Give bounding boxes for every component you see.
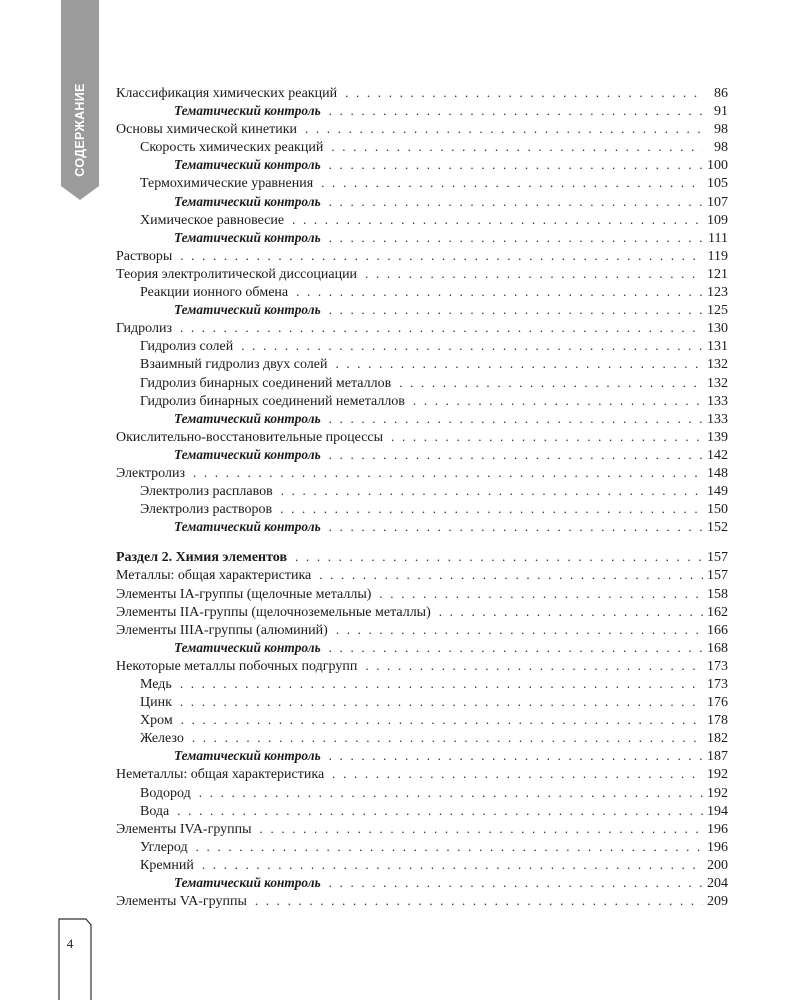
toc-entry[interactable] [116, 657, 728, 675]
toc-entry-page: 173 [707, 658, 728, 674]
toc-entry[interactable] [116, 548, 728, 566]
toc-entry[interactable] [116, 639, 728, 657]
toc-entry-title: Вода [140, 803, 170, 819]
toc-dot-leader [391, 428, 703, 446]
toc-entry[interactable] [116, 211, 728, 229]
toc-dot-leader [292, 211, 703, 229]
toc-entry-title: Тематический контроль [174, 446, 321, 462]
toc-dot-leader [329, 229, 703, 247]
toc-entry-page: 132 [707, 375, 728, 391]
toc-dot-leader [329, 747, 703, 765]
toc-dot-leader [329, 410, 703, 428]
toc-dot-leader [196, 838, 703, 856]
toc-entry-title: Элементы IIA-группы (щелочноземельные металлы) [116, 604, 431, 620]
toc-dot-leader [329, 446, 703, 464]
toc-entry[interactable] [116, 518, 728, 536]
toc-entry-title: Электролиз расплавов [140, 484, 273, 500]
toc-entry-title: Взаимный гидролиз двух солей [140, 357, 328, 373]
toc-entry-page: 139 [707, 429, 728, 445]
toc-entry-title: Тематический контроль [174, 157, 321, 173]
toc-dot-leader [413, 392, 703, 410]
toc-entry-title: Кремний [140, 857, 194, 873]
toc-entry-page: 196 [707, 821, 728, 837]
toc-dot-leader [332, 765, 703, 783]
toc-entry-page: 121 [707, 266, 728, 282]
toc-entry-page: 209 [707, 894, 728, 910]
toc-entry-title: Тематический контроль [174, 639, 321, 655]
toc-entry-title: Реакции ионного обмена [140, 285, 289, 301]
toc-dot-leader [260, 820, 703, 838]
toc-entry-title: Термохимические уравнения [140, 176, 314, 192]
toc-entry[interactable] [116, 784, 728, 802]
table-of-contents [116, 84, 728, 910]
toc-entry[interactable] [116, 392, 728, 410]
toc-entry[interactable] [116, 802, 728, 820]
toc-entry-title: Медь [140, 677, 172, 692]
toc-entry-page: 98 [714, 140, 728, 156]
toc-entry[interactable] [116, 446, 728, 464]
toc-dot-leader [280, 500, 703, 518]
toc-entry-title: Некоторые металлы побочных подгрупп [116, 658, 358, 674]
toc-entry[interactable] [116, 283, 728, 301]
toc-entry[interactable] [116, 585, 728, 603]
toc-entry-page: 196 [707, 839, 728, 855]
toc-entry-title: Тематический контроль [174, 748, 321, 764]
toc-dot-leader [180, 247, 703, 265]
toc-dot-leader [329, 518, 703, 536]
toc-entry-title: Гидролиз солей [140, 339, 234, 355]
toc-entry-page: 142 [707, 447, 728, 463]
toc-entry-title: Основы химической кинетики [116, 122, 297, 138]
toc-entry-page: 204 [707, 876, 728, 892]
toc-entry-title: Растворы [116, 248, 173, 264]
toc-entry[interactable] [116, 747, 728, 765]
toc-entry[interactable] [116, 693, 728, 711]
toc-dot-leader [199, 784, 703, 802]
toc-entry-page: 168 [707, 640, 728, 656]
toc-dot-leader [296, 283, 703, 301]
page-number: 4 [66, 936, 74, 951]
toc-entry-page: 150 [707, 502, 728, 518]
toc-entry-page: 86 [714, 86, 728, 101]
toc-entry-page: 123 [707, 285, 728, 301]
toc-entry-page: 119 [707, 248, 728, 264]
toc-dot-leader [345, 84, 703, 102]
toc-entry-title: Электролиз [116, 465, 185, 481]
toc-entry[interactable] [116, 729, 728, 747]
toc-entry[interactable] [116, 856, 728, 874]
toc-dot-leader [439, 603, 703, 621]
toc-entry-page: 158 [707, 586, 728, 602]
toc-entry-title: Классификация химических реакций [116, 86, 338, 101]
toc-dot-leader [399, 374, 703, 392]
toc-entry-title: Элементы IVA-группы [116, 821, 252, 837]
toc-entry-page: 107 [707, 194, 728, 210]
page-number-box [58, 918, 92, 1000]
toc-entry-title: Тематический контроль [174, 875, 321, 891]
toc-entry-page: 173 [707, 677, 728, 692]
toc-entry-title: Элементы VA-группы [116, 894, 247, 910]
toc-dot-leader [335, 355, 703, 373]
toc-dot-leader [180, 675, 703, 693]
toc-entry-title: Электролиз растворов [140, 502, 273, 518]
toc-entry[interactable] [116, 120, 728, 138]
toc-entry[interactable] [116, 337, 728, 355]
toc-dot-leader [329, 102, 703, 120]
toc-entry-title: Тематический контроль [174, 410, 321, 426]
side-tab-label: СОДЕРЖАНИЕ [73, 83, 87, 177]
toc-entry[interactable] [116, 174, 728, 192]
toc-entry[interactable] [116, 765, 728, 783]
toc-entry[interactable] [116, 301, 728, 319]
toc-dot-leader [329, 874, 703, 892]
toc-entry-title: Хром [140, 713, 173, 729]
toc-entry[interactable] [116, 838, 728, 856]
toc-entry-page: 157 [707, 550, 728, 566]
toc-entry-page: 166 [707, 622, 728, 638]
toc-entry[interactable] [116, 874, 728, 892]
toc-entry[interactable] [116, 675, 728, 693]
toc-dot-leader [329, 193, 703, 211]
toc-dot-leader [329, 156, 703, 174]
toc-entry-page: 125 [707, 303, 728, 319]
toc-dot-leader [319, 566, 703, 584]
toc-entry[interactable] [116, 482, 728, 500]
toc-entry-title: Железо [140, 731, 184, 747]
toc-entry-title: Элементы IA-группы (щелочные металлы) [116, 586, 372, 602]
toc-dot-leader [192, 729, 703, 747]
toc-dot-leader [379, 585, 703, 603]
toc-entry-title: Гидролиз [116, 321, 172, 337]
toc-dot-leader [305, 120, 703, 138]
toc-entry-page: 162 [707, 604, 728, 620]
toc-entry-title: Гидролиз бинарных соединений неметаллов [140, 393, 405, 409]
toc-entry[interactable] [116, 711, 728, 729]
toc-entry-page: 109 [707, 212, 728, 228]
toc-dot-leader [331, 138, 703, 156]
toc-dot-leader [329, 639, 703, 657]
toc-entry-page: 194 [707, 803, 728, 819]
toc-entry[interactable] [116, 464, 728, 482]
toc-entry-page: 192 [707, 767, 728, 783]
toc-entry-title: Тематический контроль [174, 193, 321, 209]
toc-entry[interactable] [116, 193, 728, 211]
toc-dot-leader [321, 174, 703, 192]
toc-dot-leader [365, 265, 703, 283]
toc-entry-page: 148 [707, 465, 728, 481]
toc-entry-page: 187 [707, 749, 728, 765]
section-gap [116, 536, 728, 548]
toc-entry[interactable] [116, 102, 728, 120]
toc-dot-leader [177, 802, 703, 820]
toc-entry[interactable] [116, 84, 728, 102]
toc-entry-page: 192 [707, 785, 728, 801]
toc-entry-page: 176 [707, 695, 728, 711]
toc-entry-title: Тематический контроль [174, 103, 321, 119]
toc-entry-title: Химическое равновесие [140, 212, 285, 228]
toc-entry-page: 132 [707, 357, 728, 373]
toc-dot-leader [180, 319, 703, 337]
toc-dot-leader [295, 548, 703, 566]
toc-dot-leader [193, 464, 703, 482]
toc-entry[interactable] [116, 229, 728, 247]
toc-entry-title: Металлы: общая характеристика [116, 568, 312, 584]
toc-entry-title: Окислительно-восстановительные процессы [116, 429, 384, 445]
toc-entry-title: Тематический контроль [174, 519, 321, 535]
toc-entry-page: 131 [707, 339, 728, 355]
toc-entry-page: 111 [708, 230, 728, 246]
toc-entry-title: Тематический контроль [174, 302, 321, 318]
toc-entry[interactable] [116, 355, 728, 373]
toc-entry[interactable] [116, 410, 728, 428]
toc-entry[interactable] [116, 820, 728, 838]
toc-entry[interactable] [116, 374, 728, 392]
toc-entry-page: 105 [707, 176, 728, 192]
toc-entry[interactable] [116, 500, 728, 518]
toc-entry[interactable] [116, 428, 728, 446]
toc-dot-leader [365, 657, 703, 675]
toc-dot-leader [180, 693, 703, 711]
toc-entry-title: Углерод [140, 839, 188, 855]
toc-entry-page: 157 [707, 568, 728, 584]
toc-entry-page: 149 [707, 484, 728, 500]
toc-dot-leader [329, 301, 703, 319]
toc-entry-page: 182 [707, 731, 728, 747]
toc-entry-title: Элементы IIIA-группы (алюминий) [116, 622, 328, 638]
toc-entry-page: 130 [707, 321, 728, 337]
toc-entry[interactable] [116, 156, 728, 174]
toc-entry-title: Водород [140, 785, 191, 801]
toc-entry[interactable] [116, 247, 728, 265]
toc-entry-page: 91 [714, 104, 728, 120]
toc-entry-title: Неметаллы: общая характеристика [116, 767, 325, 783]
toc-dot-leader [181, 711, 703, 729]
toc-entry[interactable] [116, 603, 728, 621]
toc-dot-leader [281, 482, 703, 500]
toc-entry-page: 152 [707, 520, 728, 536]
toc-entry-title: Скорость химических реакций [140, 140, 324, 156]
toc-entry[interactable] [116, 138, 728, 156]
toc-entry[interactable] [116, 566, 728, 584]
toc-entry-page: 200 [707, 857, 728, 873]
toc-entry-page: 100 [707, 158, 728, 174]
toc-entry-page: 133 [707, 411, 728, 427]
toc-entry-title: Цинк [140, 695, 172, 711]
toc-dot-leader [202, 856, 703, 874]
toc-entry-page: 133 [707, 393, 728, 409]
toc-entry-title: Раздел 2. Химия элементов [116, 550, 288, 566]
toc-entry-page: 178 [707, 713, 728, 729]
toc-entry-title: Теория электролитической диссоциации [116, 266, 358, 282]
page-number-frame [58, 918, 92, 1000]
toc-entry[interactable] [116, 621, 728, 639]
toc-entry[interactable] [116, 319, 728, 337]
toc-entry-title: Гидролиз бинарных соединений металлов [140, 375, 392, 391]
toc-entry-title: Тематический контроль [174, 229, 321, 245]
toc-entry[interactable] [116, 265, 728, 283]
toc-dot-leader [255, 892, 703, 910]
toc-entry[interactable] [116, 892, 728, 910]
toc-entry-page: 98 [714, 122, 728, 138]
toc-dot-leader [241, 337, 703, 355]
toc-dot-leader [336, 621, 703, 639]
